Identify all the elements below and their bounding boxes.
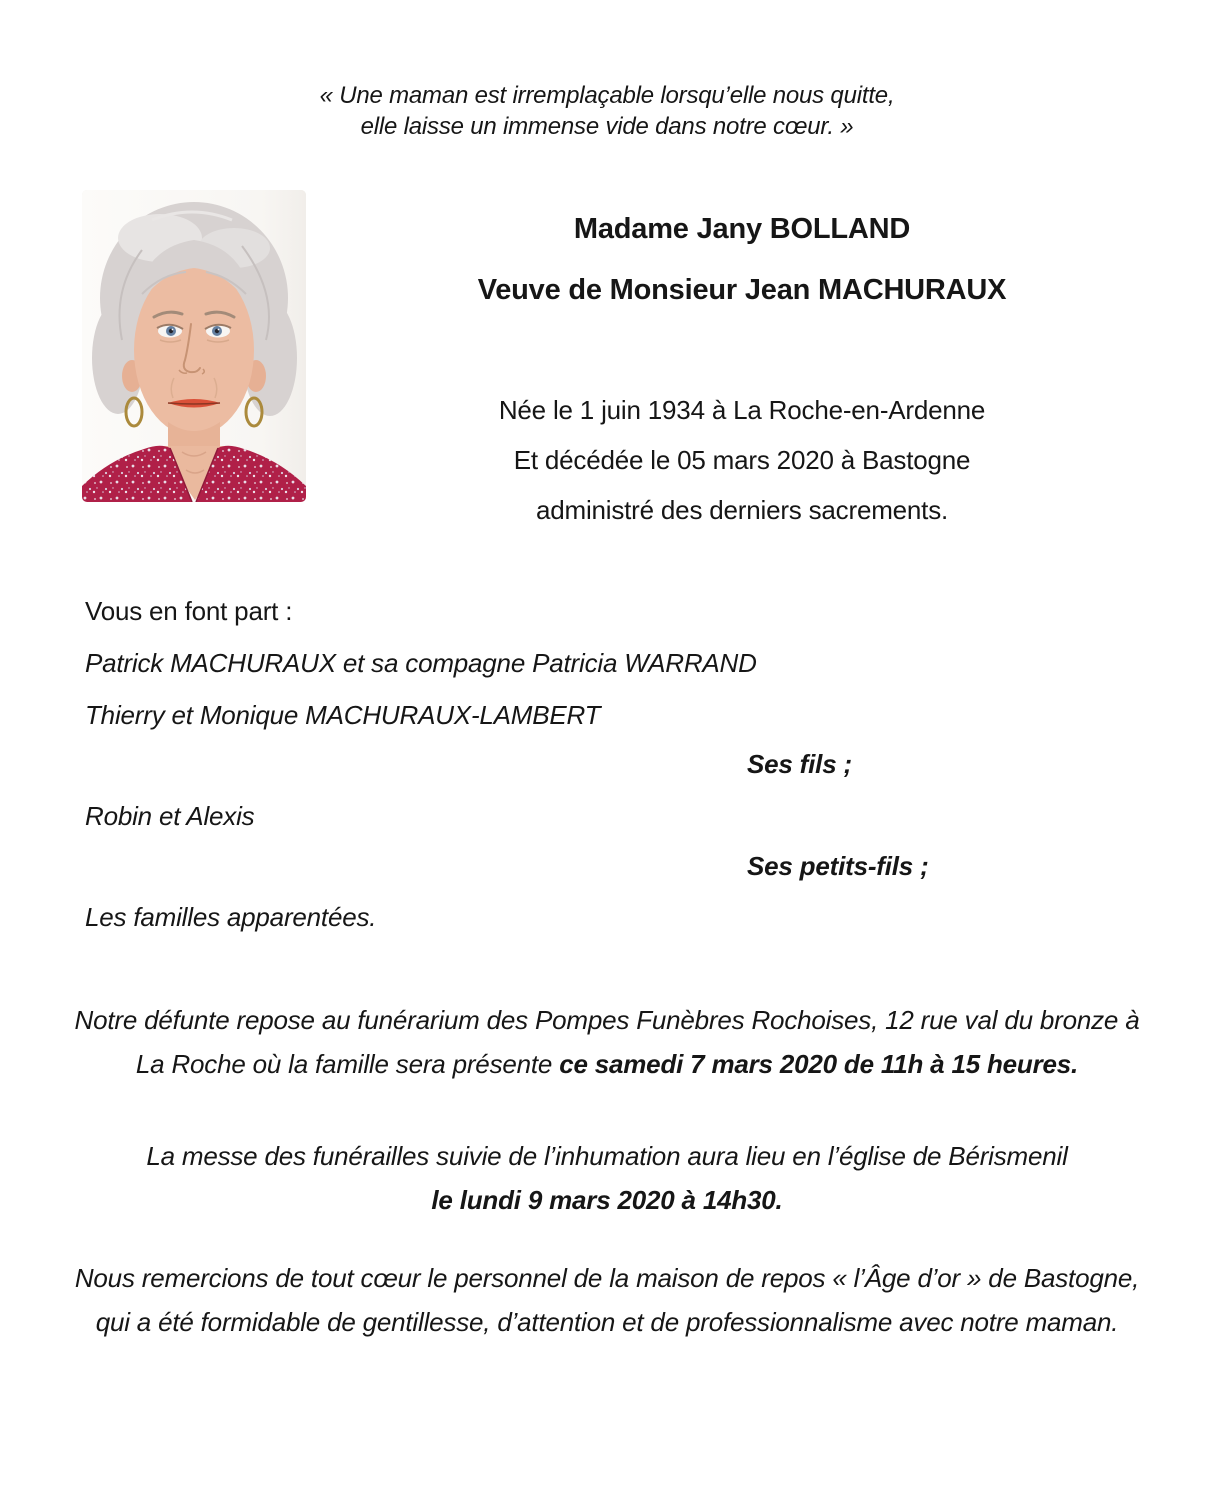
mass-line-1: La messe des funérailles suivie de l’inhumation aura lieu en l’église de Bérismenil: [146, 1141, 1068, 1171]
family-announcement-block: [85, 595, 757, 731]
grandsons-line: Robin et Alexis: [85, 801, 255, 831]
sacraments-line: administré des derniers sacrements.: [535, 495, 949, 525]
repose-line-1: Notre défunte repose au funérarium des Pompes Funèbres Rochoises, 12 rue val du bronze à: [74, 1005, 1140, 1035]
repose-line-2-normal: La Roche où la famille sera présente: [135, 1049, 560, 1079]
grandsons-label: Ses petits-fils ;: [747, 851, 929, 881]
portrait-photo-illustration: [82, 190, 306, 502]
thanks-line-2: qui a été formidable de gentillesse, d’attention et de professionnalisme avec notre maman.: [95, 1307, 1119, 1337]
related-families-line: Les familles apparentées.: [85, 902, 377, 932]
thanks-paragraph: [40, 1256, 1174, 1344]
birth-line: Née le 1 juin 1934 à La Roche-en-Ardenne: [498, 395, 986, 425]
sons-label: Ses fils ;: [747, 749, 852, 779]
vital-dates-block: [306, 395, 1178, 525]
repose-paragraph: [40, 998, 1174, 1086]
deceased-name: Madame Jany BOLLAND: [573, 213, 911, 245]
mass-paragraph: [40, 1134, 1174, 1222]
memorial-quote-line-2: elle laisse un immense vide dans notre cœur. »: [360, 113, 854, 140]
repose-line-2-bold: ce samedi 7 mars 2020 de 11h à 15 heures.: [559, 1049, 1079, 1079]
thanks-line-1: Nous remercions de tout cœur le personnel de la maison de repos « l’Âge d’or » de Bastogne,: [74, 1263, 1140, 1293]
deceased-name-block: [306, 212, 1178, 307]
mass-line-2: le lundi 9 mars 2020 à 14h30.: [431, 1185, 783, 1215]
announcement-intro: Vous en font part :: [85, 596, 293, 626]
memorial-quote: [0, 80, 1214, 142]
memorial-quote-line-1: « Une maman est irremplaçable lorsqu’elle nous quitte,: [319, 82, 895, 109]
death-line: Et décédée le 05 mars 2020 à Bastogne: [513, 445, 971, 475]
portrait-photo: [82, 190, 306, 502]
son-line-1: Patrick MACHURAUX et sa compagne Patricia WARRAND: [85, 648, 757, 678]
deceased-widow-line: Veuve de Monsieur Jean MACHURAUX: [477, 274, 1007, 306]
son-line-2: Thierry et Monique MACHURAUX-LAMBERT: [85, 700, 601, 730]
repose-line-2: [40, 1042, 1174, 1086]
